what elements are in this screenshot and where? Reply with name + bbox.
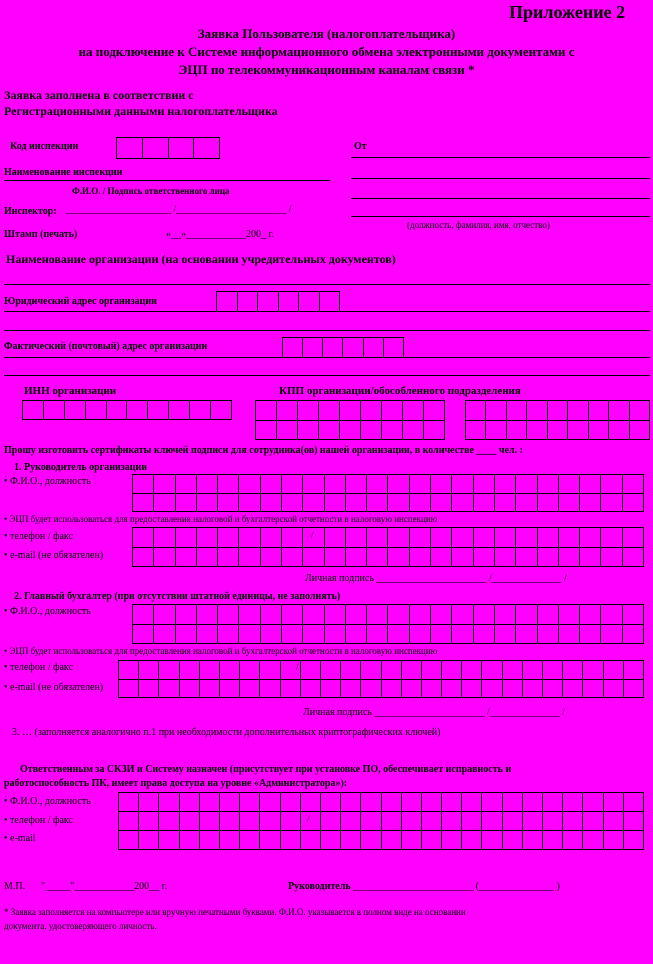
legal-address-label: Юридический адрес организации: [4, 296, 157, 307]
section3-text: 3. … (заполняется аналогично п.1 при необходимости дополнительных криптографических ключей): [12, 727, 441, 738]
kpp-branch-cells[interactable]: [465, 400, 650, 440]
head-signature[interactable]: Руководитель ________________________ (_______________ ): [288, 881, 560, 892]
section2-phone-text: телефон / факс: [10, 662, 73, 673]
responsible-fio-text: Ф.И.О., должность: [10, 796, 91, 807]
footnote-line2: документа, удостоверяющего личность.: [4, 921, 157, 931]
inspection-code-cells[interactable]: [116, 137, 220, 159]
section2-email-label: • e-mail (не обязателен): [4, 682, 104, 693]
section2-ecp-note: • ЭЦП будет использоваться для предоставления налоговой и бухгалтерской отчетности в налоговую инспекцию: [4, 646, 438, 656]
section2-title: 2. Главный бухгалтер (при отсутствии штатной единицы, не заполнять): [14, 591, 341, 602]
form-title: Заявка Пользователя (налогоплательщика): [197, 26, 456, 41]
section1-signature[interactable]: Личная подпись ______________________ /______________ /: [305, 573, 567, 584]
section1-fio-text: Ф.И.О., должность: [10, 476, 91, 487]
legal-address-line[interactable]: [4, 311, 650, 312]
section1-fio-cells[interactable]: [132, 474, 644, 512]
responsible-phone-text: телефон / факс: [10, 815, 73, 826]
appendix-label: Приложение 2: [509, 2, 626, 22]
form-title-line3: ЭЦП по телекоммуникационным каналам связи *: [178, 62, 475, 77]
kpp-label: КПП организации/обособленного подразделения: [279, 385, 521, 397]
section2-fio-text: Ф.И.О., должность: [10, 606, 91, 617]
actual-address-line-2[interactable]: [4, 375, 650, 376]
section1-phone-slash: /: [311, 530, 314, 541]
org-name-label: Наименование организации (на основании учредительных документов): [6, 252, 396, 266]
responsible-email-text: e-mail: [10, 833, 36, 844]
inspector-signature-line[interactable]: _____________________ /______________________ /: [66, 204, 292, 215]
mp-label: М.П.: [4, 881, 26, 892]
section1-fio-label: • Ф.И.О., должность: [4, 476, 91, 487]
fio-caption: (должность, фамилия, имя, отчество): [407, 220, 550, 230]
from-line[interactable]: [351, 157, 650, 158]
actual-address-label: Фактический (почтовый) адрес организации: [4, 341, 208, 352]
inspector-label: Инспектор:: [4, 206, 57, 217]
section1-ecp-text: ЭЦП будет использоваться для предоставления налоговой и бухгалтерской отчетности в налоговую инспекцию: [9, 514, 438, 524]
section1-phone-text: телефон / факс: [10, 531, 73, 542]
stamp-label: Штамп (печать): [4, 229, 78, 240]
kpp-cells[interactable]: [255, 400, 445, 440]
inn-cells[interactable]: [22, 400, 232, 420]
actual-address-line[interactable]: [4, 357, 650, 358]
actual-address-index-cells[interactable]: [282, 337, 404, 358]
section2-fio-cells[interactable]: [132, 604, 644, 644]
inspection-date[interactable]: «__»____________200_ г.: [166, 229, 274, 240]
head-label: Руководитель: [288, 881, 351, 892]
section2-email-text: e-mail (не обязателен): [10, 682, 104, 693]
inspection-name-line[interactable]: [4, 180, 330, 181]
responsible-phone-label: • телефон / факс: [4, 815, 73, 826]
section1-title: 1. Руководитель организации: [14, 462, 148, 473]
responsible-line1: Ответственным за СКЗИ и Систему назначен (присутствует при установке ПО, обеспечивает исправность и: [20, 764, 512, 775]
section2-ecp-text: ЭЦП будет использоваться для предоставления налоговой и бухгалтерской отчетности в налоговую инспекцию: [9, 646, 438, 656]
inspection-code-label: Код инспекции: [10, 141, 79, 152]
section2-phone-slash: /: [296, 662, 299, 673]
section1-email-text: e-mail (не обязателен): [10, 550, 104, 561]
org-name-line[interactable]: [4, 284, 650, 285]
responsible-phone-slash: /: [307, 814, 310, 825]
from-line-4[interactable]: [351, 216, 650, 217]
section2-phone-label: • телефон / факс: [4, 662, 73, 673]
intro-line2: Регистрационными данными налогоплательщика: [4, 104, 278, 118]
legal-address-index-cells[interactable]: [216, 291, 340, 312]
from-label: От: [354, 141, 367, 152]
fio-sign-caption: Ф.И.О. / Подпись ответственного лица: [72, 186, 230, 196]
from-line-3[interactable]: [351, 198, 650, 199]
form-title-line2: на подключение к Системе информационного обмена электронными документами с: [78, 44, 575, 59]
legal-address-line-2[interactable]: [4, 330, 650, 331]
section1-email-label: • e-mail (не обязателен): [4, 550, 104, 561]
section2-signature[interactable]: Личная подпись ______________________ /______________ /: [303, 707, 565, 718]
responsible-fio-label: • Ф.И.О., должность: [4, 796, 91, 807]
section2-fio-label: • Ф.И.О., должность: [4, 606, 91, 617]
section2-contact-cells[interactable]: [118, 660, 644, 698]
section1-ecp-note: • ЭЦП будет использоваться для предоставления налоговой и бухгалтерской отчетности в налоговую инспекцию: [4, 514, 438, 524]
footnote-line1: * Заявка заполняется на компьютере или вручную печатными буквами. Ф.И.О. указывается в полном виде на основании: [4, 907, 466, 917]
from-line-2[interactable]: [351, 178, 650, 179]
section1-contact-cells[interactable]: [132, 527, 644, 567]
intro-line1: Заявка заполнена в соответствии с: [4, 88, 194, 102]
section1-phone-label: • телефон / факс: [4, 531, 73, 542]
responsible-line2: работоспособность ПК, имеет права доступа на уровне «Администратора»):: [4, 778, 348, 789]
request-text: Прошу изготовить сертификаты ключей подписи для сотрудника(ов) нашей организации, в количестве ____ чел. :: [4, 445, 523, 456]
inspection-name-label: Наименование инспекции: [4, 167, 123, 178]
inn-label: ИНН организации: [24, 385, 117, 397]
responsible-cells[interactable]: [118, 792, 644, 850]
footer-date[interactable]: "_____"____________200__ г.: [41, 881, 168, 892]
responsible-email-label: • e-mail: [4, 833, 36, 844]
